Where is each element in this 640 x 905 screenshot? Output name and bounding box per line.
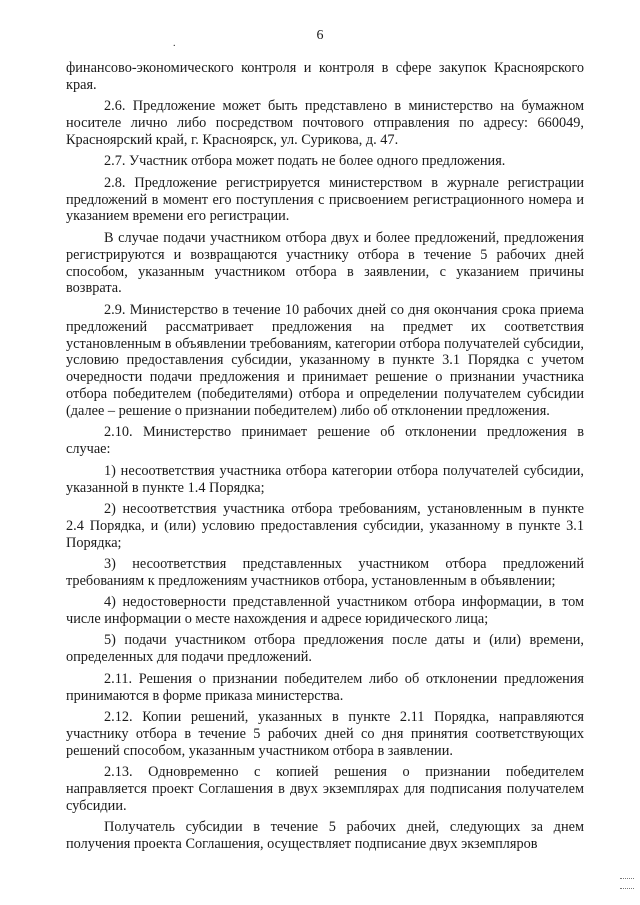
paragraph-2-13: 2.13. Одновременно с копией решения о признании победителем направляется проект Соглашения в двух экземплярах для подписания получателем субсидии. — [66, 763, 584, 814]
paragraph-2-6: 2.6. Предложение может быть представлено в министерство на бумажном носителе лично либо посредством почтового отправления по адресу: 660049, Красноярский край, г. Красноярск, ул. Сурикова, д. 47. — [66, 98, 584, 149]
list-item-3: 3) несоответствия представленных участником отбора предложений требованиям к предложениям участников отбора, установленным в объявлении; — [66, 555, 584, 589]
list-item-4: 4) недостоверности представленной участником отбора информации, в том числе информации о месте нахождения и адресе юридического лица; — [66, 594, 584, 628]
paragraph-2-8-return: В случае подачи участником отбора двух и более предложений, предложения регистрируются и возвращаются участнику отбора в течение 5 рабочих дней способом, указанным участником отбора в заявлении, с указанием причины возврата. — [66, 229, 584, 297]
scan-edge-mark — [620, 878, 634, 879]
paragraph-2-10: 2.10. Министерство принимает решение об отклонении предложения в случае: — [66, 424, 584, 458]
stray-mark: . — [173, 38, 176, 49]
document-body — [66, 60, 584, 857]
paragraph-2-7: 2.7. Участник отбора может подать не более одного предложения. — [104, 153, 506, 170]
paragraph-2-8: 2.8. Предложение регистрируется министерством в журнале регистрации предложений в момент его поступления с присвоением регистрационного номера и указанием времени его регистрации. — [66, 174, 584, 225]
list-item-5: 5) подачи участником отбора предложения после даты и (или) времени, определенных для подачи предложений. — [66, 632, 584, 666]
paragraph-2-9: 2.9. Министерство в течение 10 рабочих дней со дня окончания срока приема предложений рассматривает предложения на предмет их соответствия установленным в объявлении требованиям, категории отбора получателей субсидии, условию предоставления субсидии, указанному в пункте 3.1 Порядка с учетом очередности подачи предложения и принимает решение о признании участника отбора победителем (победителями) отбора и определении получателем субсидии (далее – решение о признании победителем) либо об отклонении предложения. — [66, 301, 584, 420]
list-item-2: 2) несоответствия участника отбора требованиям, установленным в пункте 2.4 Порядка, и (или) условию предоставления субсидии, указанному в пункте 3.1 Порядка; — [66, 500, 584, 551]
list-item-1: 1) несоответствия участника отбора категории отбора получателей субсидии, указанной в пункте 1.4 Порядка; — [66, 462, 584, 496]
paragraph-recipient: Получатель субсидии в течение 5 рабочих дней, следующих за днем получения проекта Соглашения, осуществляет подписание двух экземпляров — [66, 819, 584, 852]
scan-edge-mark — [620, 888, 634, 889]
paragraph-continuation: финансово-экономического контроля и контроля в сфере закупок Красноярского края. — [66, 60, 584, 93]
paragraph-2-12: 2.12. Копии решений, указанных в пункте 2.11 Порядка, направляются участнику отбора в течение 5 рабочих дней со дня принятия соответствующих решений способом, указанным участником отбора в заявлении. — [66, 708, 584, 759]
paragraph-2-11: 2.11. Решения о признании победителем либо об отклонении предложения принимаются в форме приказа министерства. — [66, 670, 584, 704]
page-number: 6 — [316, 28, 324, 43]
